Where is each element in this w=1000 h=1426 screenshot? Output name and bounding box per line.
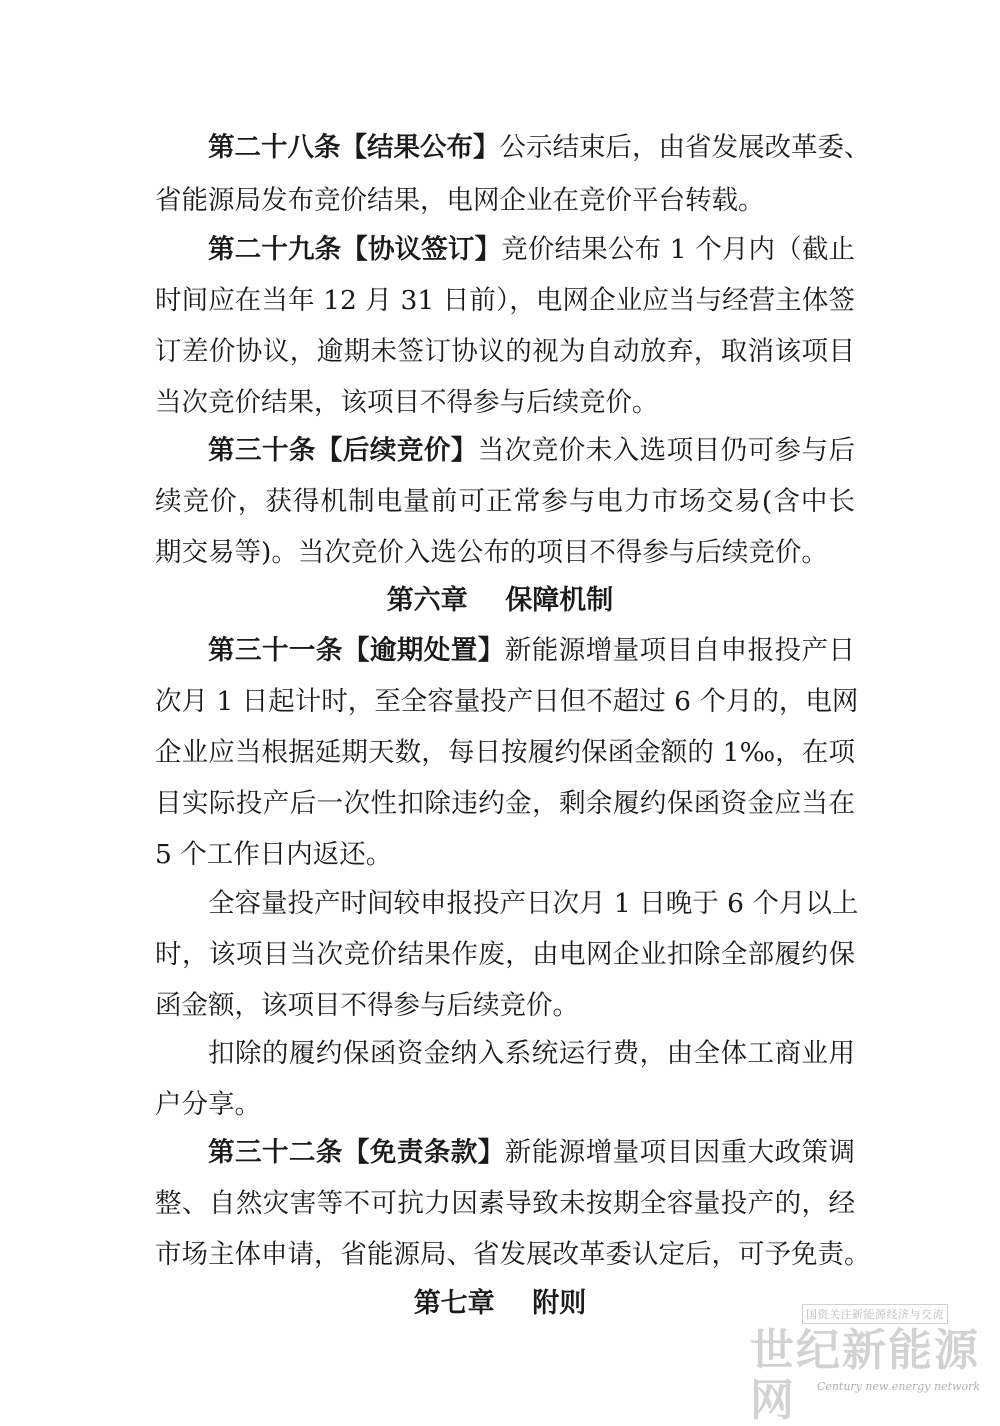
fund-para-line-2: 户分享。 [155,1089,261,1120]
article-28-line-2: 省能源局发布竞价结果，电网企业在竞价平台转载。 [155,185,765,216]
article-31-line-4: 目实际投产后一次性扣除违约金，剩余履约保函资金应当在 [155,788,855,819]
article-29-title: 第二十九条【协议签订】 [208,234,502,265]
article-30-line-3: 期交易等)。当次竞价入选公布的项目不得参与后续竞价。 [155,537,828,568]
article-30-title: 第三十条【后续竞价】 [208,435,478,466]
article-30-line-2: 续竞价，获得机制电量前可正常参与电力市场交易(含中长 [155,486,855,517]
article-32-line-3: 市场主体申请，省能源局、省发展改革委认定后，可予免责。 [155,1239,871,1270]
article-28-title: 第二十八条【结果公布】 [208,132,500,163]
watermark-tagline: 国资关注新能源经济与交流 [802,1304,948,1324]
article-28-line-1: 第二十八条【结果公布】公示结束后，由省发展改革委、 [208,132,871,163]
watermark-logo: 世纪新能源网 [750,1325,980,1426]
article-32-line-1: 第三十二条【免责条款】新能源增量项目因重大政策调 [208,1137,856,1168]
article-30-line-1: 第三十条【后续竞价】当次竞价未入选项目仍可参与后 [208,435,856,466]
article-31-title: 第三十一条【逾期处置】 [208,635,505,666]
late-para-line-3: 函金额，该项目不得参与后续竞价。 [155,990,579,1021]
article-29-line-3: 订差价协议，逾期未签订协议的视为自动放弃，取消该项目 [155,336,855,367]
site-watermark [750,1304,990,1426]
chapter-6-heading: 第六章 保障机制 [386,585,614,616]
fund-para-line-1: 扣除的履约保函资金纳入系统运行费，由全体工商业用 [208,1038,855,1069]
article-31-line-3: 企业应当根据延期天数，每日按履约保函金额的 1‰，在项 [155,737,855,768]
article-32-line-2: 整、自然灾害等不可抗力因素导致未按期全容量投产的，经 [155,1188,855,1219]
article-31-line-2: 次月 1 日起计时，至全容量投产日但不超过 6 个月的，电网 [155,686,859,717]
article-31-line-1: 第三十一条【逾期处置】新能源增量项目自申报投产日 [208,635,856,666]
article-29-line-4: 当次竞价结果，该项目不得参与后续竞价。 [155,387,659,418]
late-para-line-1: 全容量投产时间较申报投产日次月 1 日晚于 6 个月以上 [208,888,859,919]
article-31-line-5: 5 个工作日内返还。 [155,839,393,870]
article-29-line-1: 第二十九条【协议签订】竞价结果公布 1 个月内（截止 [208,234,855,265]
article-32-title: 第三十二条【免责条款】 [208,1137,505,1168]
late-para-line-2: 时，该项目当次竞价结果作废，由电网企业扣除全部履约保 [155,939,855,970]
article-29-line-2: 时间应在当年 12 月 31 日前），电网企业应当与经营主体签 [155,285,855,316]
chapter-7-heading: 第七章 附则 [413,1288,587,1319]
watermark-english: Century new energy network [816,1380,980,1393]
